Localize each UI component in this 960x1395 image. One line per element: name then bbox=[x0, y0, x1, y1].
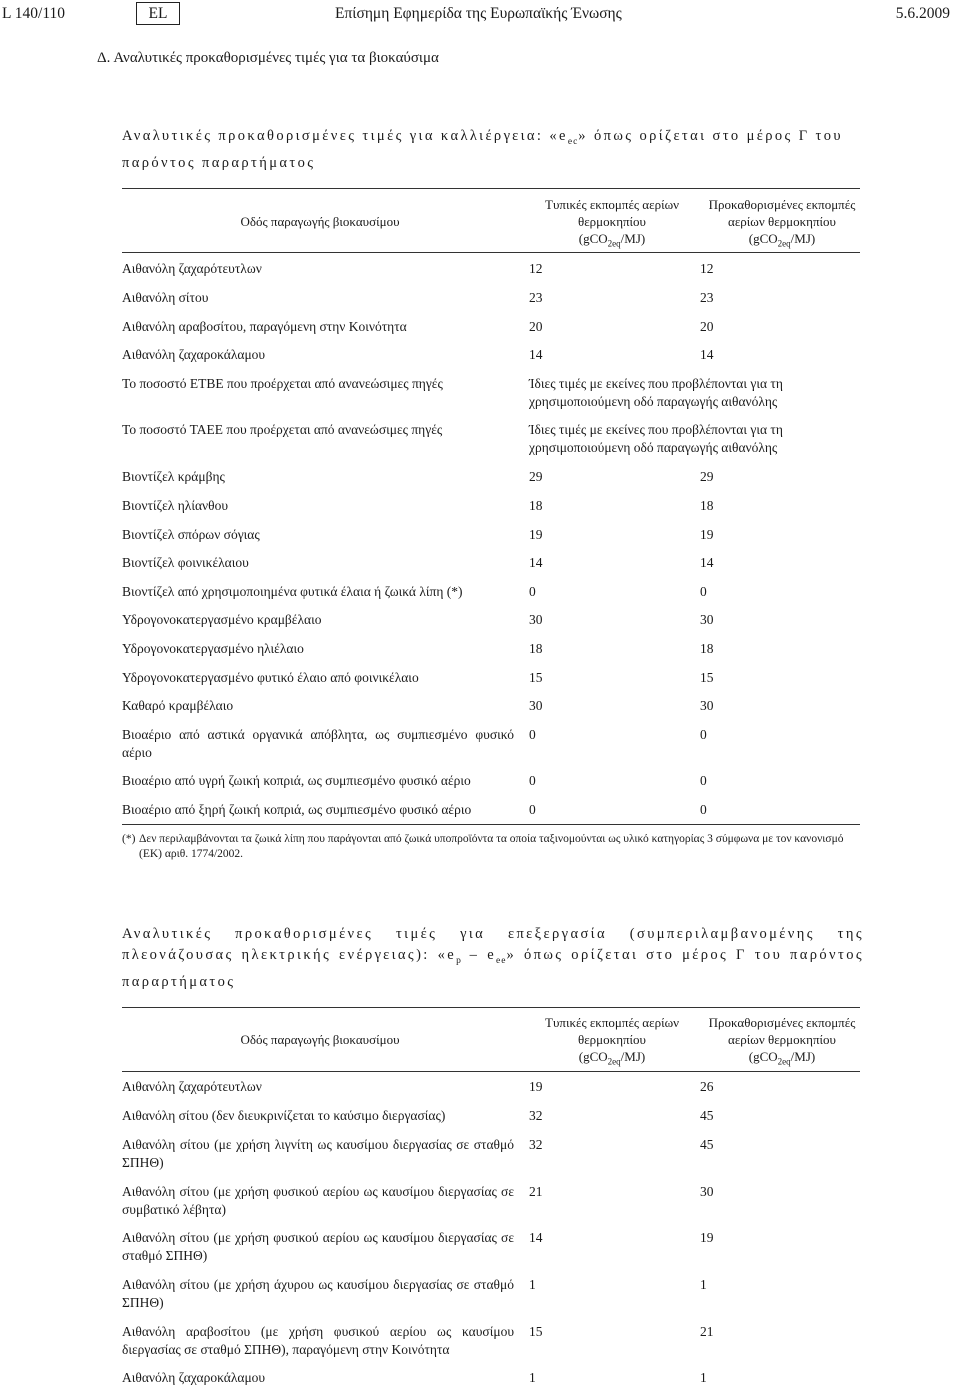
table2-header-typical: Τυπικές εκπομπές αερίων θερμοκηπίου (gCO$_{2eq}$/MJ) bbox=[545, 1015, 679, 1067]
section-title: Δ. Αναλυτικές προκαθορισμένες τιμές για τα βιοκαύσιμα bbox=[97, 50, 439, 66]
journal-title: Επίσημη Εφημερίδα της Ευρωπαϊκής Ένωσης bbox=[335, 5, 622, 22]
table1-top-rule bbox=[122, 188, 860, 189]
table2-top-rule bbox=[122, 1007, 860, 1008]
footnote-text: Δεν περιλαμβάνονται τα ζωικά λίπη που παράγονται από ζωικά υποπροϊόντα τα οποία ταξινομούνται ως υλικό κατηγορίας 3 σύμφωνα με τον κανονισμό (ΕΚ) αριθ. 1774/2002. bbox=[139, 833, 844, 860]
table1-header-typical: Τυπικές εκπομπές αερίων θερμοκηπίου (gCO$_{2eq}$/MJ) bbox=[545, 197, 679, 249]
subsection-processing-heading: Αναλυτικές προκαθορισμένες τιμές για επεξεργασία (συμπεριλαμβανομένης της πλεονάζουσας ηλεκτρικής ενέργειας): «$e_p - e_{ee}$» όπως ορίζεται στο μέρος Γ του παρόντος παραρτήματος bbox=[122, 926, 864, 990]
subsection-cultivation-heading: Αναλυτικές προκαθορισμένες τιμές για καλλιέργεια: «$e_{ec}$» όπως ορίζεται στο μέρος Γ του παρόντος παραρτήματος bbox=[122, 128, 843, 171]
publication-date: 5.6.2009 bbox=[895, 5, 950, 22]
table1-header-pathway: Οδός παραγωγής βιοκαυσίμου bbox=[240, 214, 400, 229]
table1-header-default: Προκαθορισμένες εκπομπές αερίων θερμοκηπίου (gCO$_{2eq}$/MJ) bbox=[708, 197, 856, 249]
page-header bbox=[0, 0, 960, 28]
footnote-mark: (*) bbox=[122, 833, 136, 845]
table1-bottom-rule bbox=[122, 824, 860, 825]
table2-header-pathway: Οδός παραγωγής βιοκαυσίμου bbox=[240, 1032, 400, 1047]
page-reference: L 140/110 bbox=[2, 5, 65, 22]
language-badge: EL bbox=[136, 2, 180, 25]
table2-header-default: Προκαθορισμένες εκπομπές αερίων θερμοκηπίου (gCO$_{2eq}$/MJ) bbox=[708, 1015, 856, 1067]
table2-header-rule bbox=[122, 1071, 860, 1072]
table1-header-rule bbox=[122, 252, 860, 253]
